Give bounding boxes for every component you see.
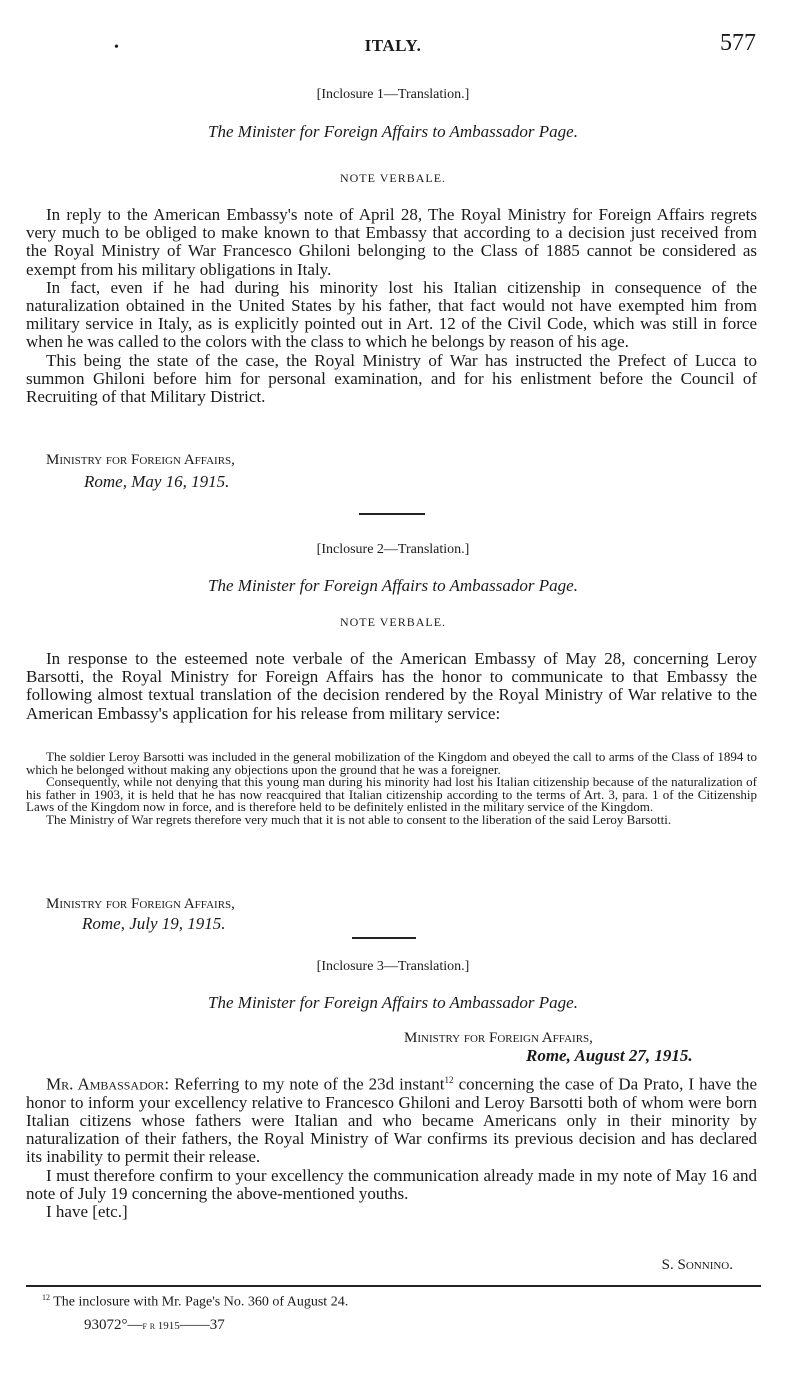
paragraph-text: concerning the case of Da Prato, I have the honor to inform your excellency relative to Francesco Ghiloni and Leroy Barsotti both of whom were born Italian citizens whose fathers were Italian and who became Americans only in their minority by naturalization of their fathers, the Royal Ministry of War confirms its previous decision and has declared its inability to permit their release. <box>26 1074 757 1167</box>
page-number: 577 <box>720 30 756 56</box>
inclosure-2-signature: Ministry for Foreign Affairs, <box>46 896 235 912</box>
quoted-paragraph: The Ministry of War regrets therefore very much that it is not able to consent to the liberation of the said Leroy Barsotti. <box>46 811 672 827</box>
inclosure-3-paragraph: I must therefore confirm to your excellency the communication already made in my note of May 16 and note of July 19 concerning the above-mentioned youths. <box>26 1165 757 1203</box>
inclosure-3-paragraph <box>26 1071 757 1167</box>
footnote-rule <box>26 1285 761 1287</box>
quoted-paragraph: Consequently, while not denying that this young man during his minority had lost his Italian citizenship because of the naturalization of his father in 1903, it is held that he has now reacquired that Italian citizenship according to the terms of Art. 3, para. 1 of the Citizenship Laws of the Kingdom now in force, and is therefore held to be definitely enlisted in the military service of the Kingdom. <box>26 774 757 815</box>
footnote-text: The inclosure with Mr. Page's No. 360 of August 24. <box>53 1294 349 1310</box>
salutation: Mr. Ambassador: <box>46 1074 170 1094</box>
footnote <box>42 1293 348 1311</box>
footnote-marker: 12 <box>42 1293 50 1302</box>
inclosure-2-note-type: NOTE VERBALE. <box>339 615 447 629</box>
inclosure-2-heading: [Inclosure 2—Translation.] <box>316 542 470 557</box>
printer-dash: —— <box>179 1317 210 1333</box>
inclosure-3-dateline-place: Rome, August 27, 1915. <box>526 1046 693 1065</box>
inclosure-2-body <box>26 650 757 723</box>
footnote-reference: 12 <box>444 1075 454 1085</box>
inclosure-3-address: The Minister for Foreign Affairs to Ambassador Page. <box>208 993 578 1012</box>
inclosure-1-paragraph: In fact, even if he had during his minority lost his Italian citizenship in consequence of the naturalization obtained in the United States by his father, that fact would not have exempted him from military service in Italy, as is explicitly pointed out in Art. 12 of the Civil Code, which was still in force when he was called to the colors with the class to which he belongs by reason of his age. <box>26 277 757 352</box>
printer-code: 93072°— <box>84 1317 143 1333</box>
quoted-paragraph: The soldier Leroy Barsotti was included in the general mobilization of the Kingdom and obeyed the call to arms of the Class of 1894 to which he belonged without making any objections upon the ground that he was a foreigner. <box>26 749 757 777</box>
inclosure-1-note-type: NOTE VERBALE. <box>339 171 447 185</box>
inclosure-3-dateline-org: Ministry for Foreign Affairs, <box>404 1030 593 1046</box>
inclosure-2-quoted-decision <box>26 751 757 827</box>
inclosure-3-body <box>26 1071 757 1221</box>
inclosure-2-place-date: Rome, July 19, 1915. <box>82 914 226 933</box>
inclosure-1-signature: Ministry for Foreign Affairs, <box>46 452 235 468</box>
section-divider <box>352 937 416 939</box>
inclosure-1-heading: [Inclosure 1—Translation.] <box>316 87 470 102</box>
printer-series: f r 1915 <box>142 1320 180 1332</box>
inclosure-2-address: The Minister for Foreign Affairs to Ambassador Page. <box>208 576 578 595</box>
inclosure-2-paragraph: In response to the esteemed note verbale of the American Embassy of May 28, concerning Leroy Barsotti, the Royal Ministry for Foreign Affairs has the honor to communicate to that Embassy the following almost textual translation of the decision rendered by the Royal Ministry of War relative to the American Embassy's application for his release from military service: <box>26 649 757 723</box>
printer-mark: • <box>114 40 119 55</box>
inclosure-3-heading: [Inclosure 3—Translation.] <box>316 959 470 974</box>
printer-sheet-number: 37 <box>209 1317 225 1333</box>
signer: S. Sonnino. <box>661 1257 733 1273</box>
section-divider <box>359 513 425 515</box>
closing: I have [etc.] <box>46 1202 128 1222</box>
running-head-title: ITALY. <box>364 36 422 55</box>
printer-signature-line <box>84 1317 225 1334</box>
inclosure-1-paragraph: This being the state of the case, the Royal Ministry of War has instructed the Prefect of Lucca to summon Ghiloni before him for personal examination, and for his enlistment before the Council of Recruiting of that Military District. <box>26 350 757 407</box>
paragraph-text: Referring to my note of the 23d instant <box>174 1074 445 1094</box>
inclosure-1-body <box>26 206 757 406</box>
inclosure-1-paragraph: In reply to the American Embassy's note of April 28, The Royal Ministry for Foreign Affairs regrets very much to be obliged to make known to that Embassy that according to a decision just received from the Royal Ministry of War Francesco Ghiloni belonging to the Class of 1885 cannot be considered as exempt from his military obligations in Italy. <box>26 205 757 279</box>
inclosure-1-address: The Minister for Foreign Affairs to Ambassador Page. <box>208 122 578 141</box>
inclosure-1-place-date: Rome, May 16, 1915. <box>84 472 230 491</box>
